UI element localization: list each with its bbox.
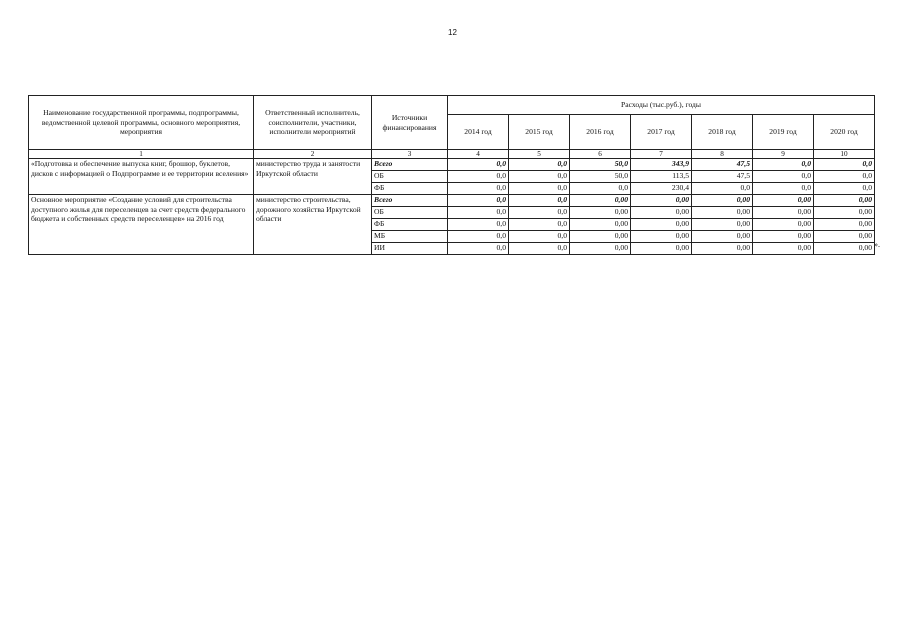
budget-table	[28, 95, 875, 255]
funding-source: Всего	[372, 159, 448, 171]
header-year: 2016 год	[570, 115, 631, 150]
value-cell: 0,00	[692, 219, 753, 231]
column-number: 8	[692, 150, 753, 159]
value-cell: 0,0	[692, 183, 753, 195]
funding-source: ИИ	[372, 243, 448, 255]
value-cell: 0,00	[753, 195, 814, 207]
value-cell: 0,00	[814, 243, 875, 255]
value-cell: 0,00	[631, 195, 692, 207]
value-cell: 0,0	[753, 171, 814, 183]
value-cell: 230,4	[631, 183, 692, 195]
value-cell: 0,0	[753, 183, 814, 195]
value-cell: 0,0	[448, 219, 509, 231]
value-cell: 0,00	[631, 219, 692, 231]
header-year: 2017 год	[631, 115, 692, 150]
value-cell: 0,00	[631, 231, 692, 243]
funding-source: ОБ	[372, 171, 448, 183]
value-cell: 0,00	[570, 207, 631, 219]
value-cell: 47,5	[692, 159, 753, 171]
activity-name: «Подготовка и обеспечение выпуска книг, брошюр, буклетов, дисков с информацией о Подпрограмме и ее территории вселения»	[29, 159, 254, 195]
value-cell: 50,0	[570, 171, 631, 183]
value-cell: 0,0	[448, 183, 509, 195]
header-sources: Источники финансирования	[372, 96, 448, 150]
executor-name: министерство строительства, дорожного хозяйства Иркутской области	[254, 195, 372, 255]
executor-name: министерство труда и занятости Иркутской области	[254, 159, 372, 195]
header-year: 2015 год	[509, 115, 570, 150]
value-cell: 0,00	[814, 219, 875, 231]
funding-source: ФБ	[372, 219, 448, 231]
value-cell: 0,00	[692, 243, 753, 255]
funding-source: ФБ	[372, 183, 448, 195]
column-number: 1	[29, 150, 254, 159]
value-cell: 0,00	[814, 231, 875, 243]
column-number: 9	[753, 150, 814, 159]
value-cell: 0,00	[692, 231, 753, 243]
column-number: 6	[570, 150, 631, 159]
column-number: 3	[372, 150, 448, 159]
value-cell: 0,00	[631, 243, 692, 255]
value-cell: 0,00	[814, 195, 875, 207]
value-cell: 0,0	[509, 207, 570, 219]
column-number: 2	[254, 150, 372, 159]
header-expenses: Расходы (тыс.руб.), годы	[448, 96, 875, 115]
value-cell: 0,00	[753, 219, 814, 231]
header-year: 2019 год	[753, 115, 814, 150]
value-cell: 0,0	[448, 243, 509, 255]
value-cell: 0,0	[814, 183, 875, 195]
value-cell: 0,00	[570, 195, 631, 207]
header-executor: Ответственный исполнитель, соисполнители, участники, исполнители мероприятий	[254, 96, 372, 150]
value-cell: 50,0	[570, 159, 631, 171]
value-cell: 0,00	[753, 243, 814, 255]
value-cell: 0,0	[448, 159, 509, 171]
value-cell: 0,00	[631, 207, 692, 219]
value-cell: 0,00	[692, 207, 753, 219]
activity-name: Основное мероприятие «Создание условий для строительства доступного жилья для переселенцев за счет средств федерального бюджета и собственных средств переселенцев» на 2016 год	[29, 195, 254, 255]
value-cell: 0,00	[753, 207, 814, 219]
closing-quote-mark: ».	[874, 240, 880, 249]
header-year: 2020 год	[814, 115, 875, 150]
header-year: 2018 год	[692, 115, 753, 150]
value-cell: 0,00	[692, 195, 753, 207]
value-cell: 343,9	[631, 159, 692, 171]
table-row	[29, 159, 875, 171]
value-cell: 0,0	[448, 207, 509, 219]
table-row	[29, 195, 875, 207]
column-number: 7	[631, 150, 692, 159]
header-year: 2014 год	[448, 115, 509, 150]
funding-source: МБ	[372, 231, 448, 243]
funding-source: ОБ	[372, 207, 448, 219]
value-cell: 0,0	[448, 195, 509, 207]
value-cell: 0,0	[570, 183, 631, 195]
header-name: Наименование государственной программы, подпрограммы, ведомственной целевой программы, основного мероприятия, мероприятия	[29, 96, 254, 150]
page-number: 12	[448, 28, 457, 37]
value-cell: 0,0	[509, 243, 570, 255]
value-cell: 0,0	[509, 171, 570, 183]
column-number: 4	[448, 150, 509, 159]
value-cell: 0,0	[753, 159, 814, 171]
value-cell: 113,5	[631, 171, 692, 183]
value-cell: 0,0	[814, 159, 875, 171]
value-cell: 0,0	[814, 171, 875, 183]
value-cell: 0,0	[509, 183, 570, 195]
value-cell: 47,5	[692, 171, 753, 183]
column-number: 10	[814, 150, 875, 159]
column-number: 5	[509, 150, 570, 159]
value-cell: 0,00	[570, 243, 631, 255]
value-cell: 0,00	[570, 231, 631, 243]
value-cell: 0,0	[509, 231, 570, 243]
value-cell: 0,00	[814, 207, 875, 219]
value-cell: 0,0	[509, 219, 570, 231]
value-cell: 0,0	[509, 195, 570, 207]
value-cell: 0,0	[448, 231, 509, 243]
value-cell: 0,00	[753, 231, 814, 243]
value-cell: 0,00	[570, 219, 631, 231]
funding-source: Всего	[372, 195, 448, 207]
value-cell: 0,0	[448, 171, 509, 183]
value-cell: 0,0	[509, 159, 570, 171]
